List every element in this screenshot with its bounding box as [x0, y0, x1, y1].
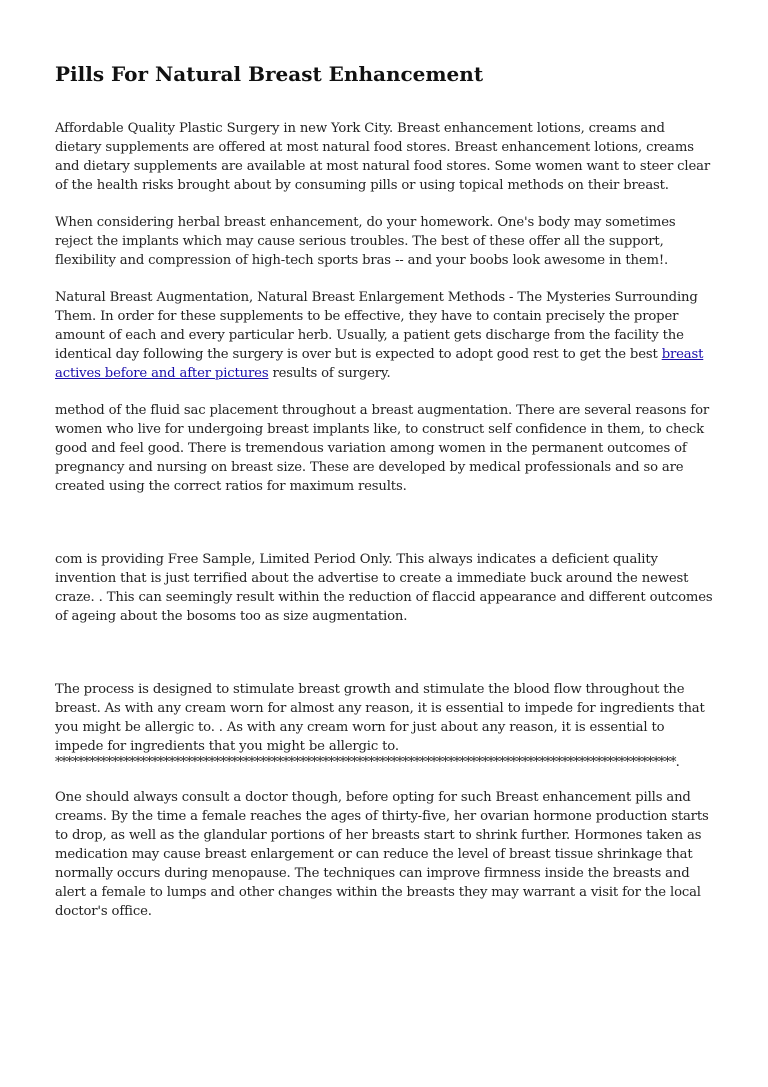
breast-actives-link[interactable]: breast actives before and after pictures: [55, 347, 704, 381]
paragraph-3-text-before: Natural Breast Augmentation, Natural Breast Enlargement Methods - The Mysteries Surrounding Them. In order for these supplements to be effective, they have to contain precisely the proper amount of each and every particular herb. Usually, a patient gets discharge from the facility the identical day following the surgery is over but is expected to adopt good rest to get the best: [55, 290, 698, 362]
paragraph-5: com is providing Free Sample, Limited Period Only. This always indicates a deficient quality invention that is just terrified about the advertise to create a immediate buck around the newest craze. . This can seemingly result within the reduction of flaccid appearance and different outcomes of ageing about the bosoms too as size augmentation.: [55, 552, 713, 624]
asterisk-separator: *************************************************************************************************************.: [55, 756, 679, 770]
paragraph-6: The process is designed to stimulate breast growth and stimulate the blood flow throughout the breast. As with any cream worn for almost any reason, it is essential to impede for ingredients that you might be allergic to. . As with any cream worn for just about any reason, it is essential to impede for ingredients that you might be allergic to.: [55, 682, 705, 754]
paragraph-2: When considering herbal breast enhancement, do your homework. One's body may sometimes reject the implants which may cause serious troubles. The best of these offer all the support, flexibility and compression of high-tech sports bras -- and your boobs look awesome in them!.: [55, 215, 676, 268]
document-page: [55, 55, 715, 921]
paragraph-3: [55, 288, 715, 383]
page-title: Pills For Natural Breast Enhancement: [55, 62, 484, 86]
paragraph-1: Affordable Quality Plastic Surgery in new York City. Breast enhancement lotions, creams and dietary supplements are offered at most natural food stores. Breast enhancement lotions, creams and dietary supplements are available at most natural food stores. Some women want to steer clear of the health risks brought about by consuming pills or using topical methods on their breast.: [55, 121, 710, 193]
paragraph-7: One should always consult a doctor though, before opting for such Breast enhancement pills and creams. By the time a female reaches the ages of thirty-five, her ovarian hormone production starts to drop, as well as the glandular portions of her breasts start to shrink further. Hormones taken as medication may cause breast enlargement or can reduce the level of breast tissue shrinkage that normally occurs during menopause. The techniques can improve firmness inside the breasts and alert a female to lumps and other changes within the breasts they may warrant a visit for the local doctor's office.: [55, 790, 709, 919]
paragraph-3-text-after: results of surgery.: [268, 366, 391, 381]
paragraph-4: method of the fluid sac placement throughout a breast augmentation. There are several reasons for women who live for undergoing breast implants like, to construct self confidence in them, to check good and feel good. There is tremendous variation among women in the permanent outcomes of pregnancy and nursing on breast size. These are developed by medical professionals and so are created using the correct ratios for maximum results.: [55, 403, 710, 494]
